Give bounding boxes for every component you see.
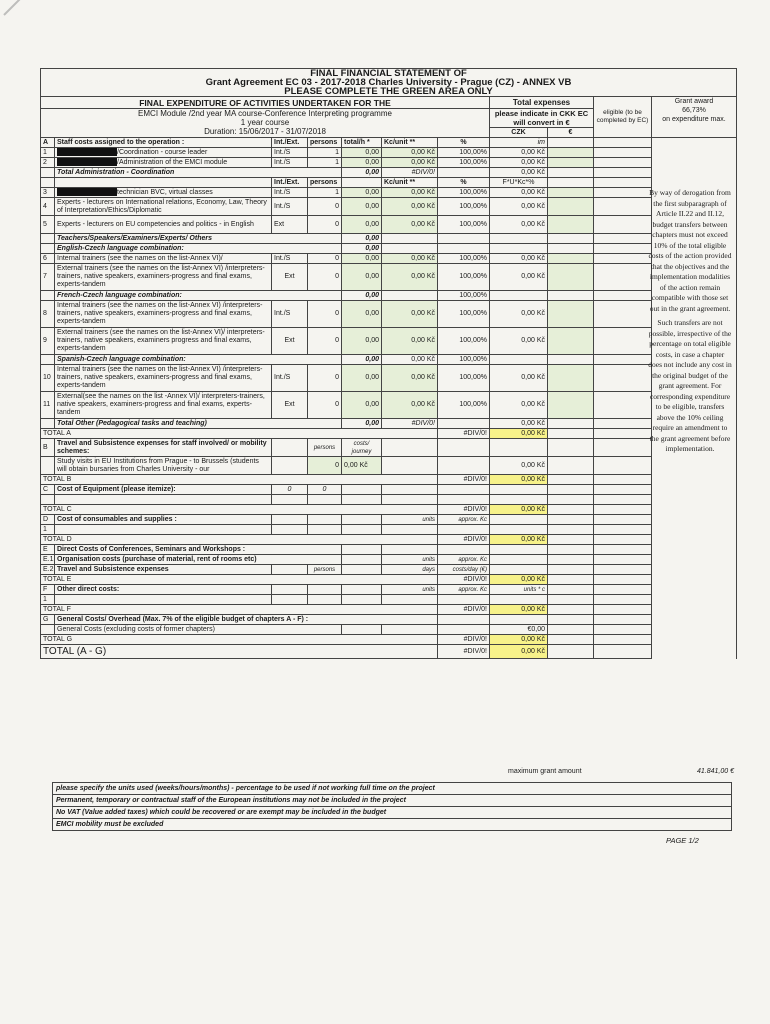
total-expenses-heading: Total expenses — [490, 97, 594, 109]
table-row: 1 /Coordination - course leader Int./S 1 0,00 0,00 Kč 100,00% 0,00 Kč — [41, 148, 737, 158]
redacted-name — [57, 188, 117, 196]
transfer-rules-text — [648, 188, 732, 459]
transfer-rules-para-2: Such transfers are not possible, irrespective of the percentage on total eligible costs, in case a chapter does not include any cost in the original budget of the grant agreement. For corresponding expenditure to be eligible, transfers above the 10% ceiling require an amendment to the grant agreement before implementation. — [648, 318, 732, 453]
table-row: E Direct Costs of Conferences, Seminars and Workshops : — [41, 545, 737, 555]
statement-table — [40, 68, 737, 659]
max-grant-value: 41.841,00 € — [697, 768, 734, 775]
table-row: TOTAL D #DIV/0! 0,00 Kč — [41, 535, 737, 545]
grant-award-heading — [652, 97, 737, 138]
table-row: 1 — [41, 595, 737, 605]
grant-award-pct: 66,73% — [682, 107, 706, 114]
note-2: Permanent, temporary or contractual staff of the European institutions may not be included in the project — [52, 795, 732, 807]
table-row: TOTAL E #DIV/0! 0,00 Kč — [41, 575, 737, 585]
table-row: 8 Internal trainers (see the names on the list-Annex VI) /interpreters-trainers, native speakers, examiners-progress and final exams, experts-tandem Int./S 0 0,00 0,00 Kč 100,00% 0,00 Kč — [41, 301, 737, 328]
table-row: French-Czech language combination: 0,00 100,00% — [41, 291, 737, 301]
table-row: 4 Experts - lecturers on International relations, Economy, Law, Theory of Interpretation/Ethics/Diplomatic Int./S 0 0,00 0,00 Kč 100,00% 0,00 Kč — [41, 198, 737, 216]
title-line1: FINAL FINANCIAL STATEMENT OF — [41, 69, 737, 79]
table-row: TOTAL A #DIV/0! 0,00 Kč — [41, 429, 737, 439]
table-row: General Costs (excluding costs of former chapters) €0,00 — [41, 625, 737, 635]
table-row: TOTAL G #DIV/0! 0,00 Kč — [41, 635, 737, 645]
note-3: No VAT (Value added taxes) which could be recovered or are exempt may be included in the budget — [52, 807, 732, 819]
note-4: EMCI mobility must be excluded — [52, 819, 732, 831]
table-row: 1 — [41, 525, 737, 535]
table-row: 9 External trainers (see the names on the list-Annex VI)/ interpreters-trainers, native speakers, examiners progress and final exams, experts-tandem Ext 0 0,00 0,00 Kč 100,00% 0,00 Kč — [41, 328, 737, 355]
table-row: Total Other (Pedagogical tasks and teaching) 0,00 #DIV/0! 0,00 Kč — [41, 419, 737, 429]
title-line2: Grant Agreement EC 03 - 2017-2018 Charles University - Prague (CZ) - ANNEX VB — [41, 78, 737, 87]
table-row: E.1 Organisation costs (purchase of material, rent of rooms etc) units approx. Kc — [41, 555, 737, 565]
module-line: EMCI Module /2nd year MA course-Conference Interpreting programme — [41, 109, 490, 119]
grant-award-label: Grant award — [674, 98, 714, 105]
indicate-note: please indicate in CKK EC will convert in € — [490, 109, 594, 128]
table-row: A Staff costs assigned to the operation : Int./Ext. persons total/h * Kc/unit ** % im — [41, 138, 737, 148]
redacted-name — [57, 158, 117, 166]
table-row: Study visits in EU Institutions from Prague - to Brussels (students will obtain bursaries from Charles University - our 0 0,00 Kč 0,00 Kč — [41, 457, 737, 475]
table-row: TOTAL (A - G) #DIV/0! 0,00 Kč — [41, 645, 737, 659]
course-line: 1 year course — [41, 118, 490, 127]
table-row: G General Costs/ Overhead (Max. 7% of the eligible budget of chapters A - F) : — [41, 615, 737, 625]
scan-mark — [3, 0, 38, 16]
grant-award-on: on expenditure max. — [662, 116, 726, 123]
table-row: English-Czech language combination: 0,00 — [41, 244, 737, 254]
table-row: Teachers/Speakers/Examiners/Experts/ Others 0,00 — [41, 234, 737, 244]
table-row: 3 technician BVC, virtual classes Int./S 1 0,00 0,00 Kč 100,00% 0,00 Kč — [41, 188, 737, 198]
eur-heading: € — [548, 128, 594, 138]
table-row: B Travel and Subsistence expenses for staff involved/ or mobility schemes: persons costs/ journey — [41, 439, 737, 457]
table-row: 6 Internal trainers (see the names on the list-Annex VI)/ Int./S 0 0,00 0,00 Kč 100,00% 0,00 Kč — [41, 254, 737, 264]
max-grant-label: maximum grant amount — [508, 768, 582, 775]
table-row: 7 External trainers (see the names on the list-Annex VI) /interpreters-trainers, native speakers, examiners-progress and final exams, experts-tandem Ext 0 0,00 0,00 Kč 100,00% 0,00 Kč — [41, 264, 737, 291]
transfer-rules-para-1: By way of derogation from the first subparagraph of Article II.22 and II.12, budget transfers between chapters must not exceed 10% of the total eligible costs of the action provided that the objectives and the implementation modalities of the action remain compatible with those set out in the grant agreement. — [648, 188, 732, 313]
table-row: Int./Ext. persons Kc/unit ** % F*U*Kc*% — [41, 178, 737, 188]
table-row: TOTAL F #DIV/0! 0,00 Kč — [41, 605, 737, 615]
block-heading: FINAL EXPENDITURE OF ACTIVITIES UNDERTAKEN FOR THE — [41, 97, 490, 109]
table-row: TOTAL B #DIV/0! 0,00 Kč — [41, 475, 737, 485]
redacted-name — [57, 148, 117, 156]
table-row: 10 Internal trainers (see the names on the list-Annex VI) /interpreters-trainers, native speakers, examiners-progress and final exams, experts-tandem Int./S 0 0,00 0,00 Kč 100,00% 0,00 Kč — [41, 365, 737, 392]
table-row — [41, 495, 737, 505]
note-1: please specify the units used (weeks/hours/months) - percentage to be used if not working full time on the project — [52, 782, 732, 795]
eligible-heading: eligible (to be completed by EC) — [594, 97, 652, 138]
table-row: Total Administration - Coordination 0,00 #DIV/0! 0,00 Kč — [41, 168, 737, 178]
czk-heading: CZK — [490, 128, 548, 138]
table-row: E.2 Travel and Subsistence expenses persons days costs/day (€) — [41, 565, 737, 575]
page-number: PAGE 1/2 — [666, 836, 699, 845]
table-row: 2 /Administration of the EMCI module Int./S 1 0,00 0,00 Kč 100,00% 0,00 Kč — [41, 158, 737, 168]
table-row: F Other direct costs: units approx. Kc units * c — [41, 585, 737, 595]
duration-line: Duration: 15/06/2017 - 31/07/2018 — [41, 128, 490, 138]
table-row: 11 External(see the names on the list -Annex VI)/ interpreters-trainers, native speakers, examiners-progress and final exams, experts-tandem Ext 0 0,00 0,00 Kč 100,00% 0,00 Kč — [41, 392, 737, 419]
footer-notes — [52, 782, 732, 831]
table-row: Spanish-Czech language combination: 0,00 0,00 Kč 100,00% — [41, 355, 737, 365]
table-row: 5 Experts - lecturers on EU competencies and politics - in English Ext 0 0,00 0,00 Kč 100,00% 0,00 Kč — [41, 216, 737, 234]
table-row: C Cost of Equipment (please itemize): 0 0 — [41, 485, 737, 495]
table-row: D Cost of consumables and supplies : units approx. Kc — [41, 515, 737, 525]
table-row: TOTAL C #DIV/0! 0,00 Kč — [41, 505, 737, 515]
financial-statement-sheet — [40, 68, 736, 659]
title-line3: PLEASE COMPLETE THE GREEN AREA ONLY — [41, 87, 737, 97]
